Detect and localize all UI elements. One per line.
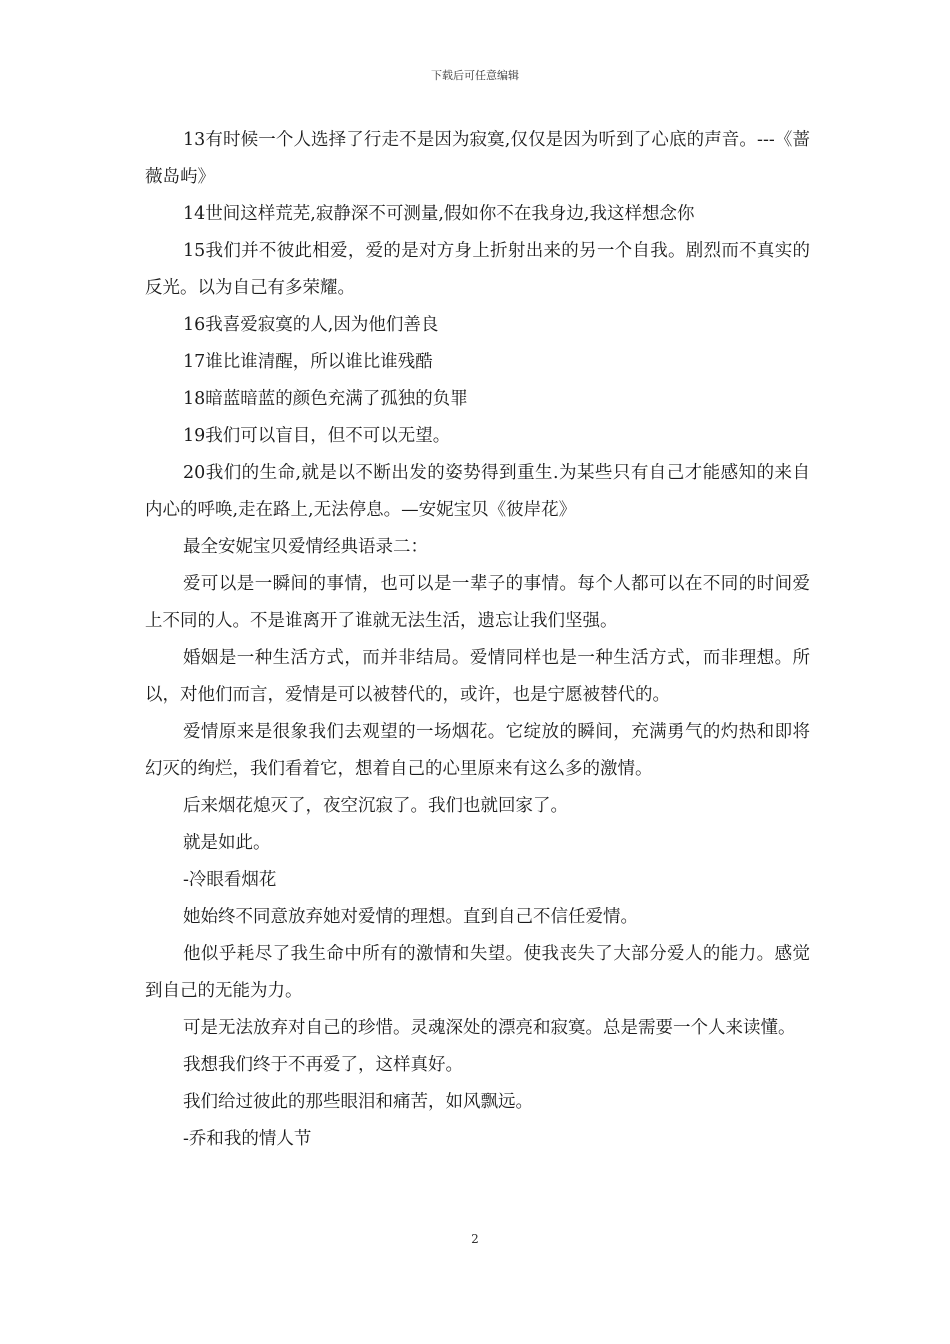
document-body [145,122,810,1158]
paragraph: 14世间这样荒芜,寂静深不可测量,假如你不在我身边,我这样想念你 [183,204,695,224]
paragraph: 就是如此。 [183,833,271,853]
paragraph: 20我们的生命,就是以不断出发的姿势得到重生.为某些只有自己才能感知的来自内心的呼唤,走在路上,无法停息。—安妮宝贝《彼岸花》 [145,463,810,520]
paragraph: 19我们可以盲目，但不可以无望。 [183,426,451,446]
paragraph: 18暗蓝暗蓝的颜色充满了孤独的负罪 [183,389,468,409]
paragraph: 爱可以是一瞬间的事情，也可以是一辈子的事情。每个人都可以在不同的时间爱上不同的人。不是谁离开了谁就无法生活，遗忘让我们坚强。 [145,574,810,631]
source-line: -冷眼看烟花 [183,870,277,890]
paragraph: 爱情原来是很象我们去观望的一场烟花。它绽放的瞬间，充满勇气的灼热和即将幻灭的绚烂，我们看着它，想着自己的心里原来有这么多的激情。 [145,722,810,779]
paragraph: 我想我们终于不再爱了，这样真好。 [183,1055,463,1075]
paragraph: 17谁比谁清醒，所以谁比谁残酷 [183,352,433,372]
paragraph: 可是无法放弃对自己的珍惜。灵魂深处的漂亮和寂寞。总是需要一个人来读懂。 [183,1018,796,1038]
page-header: 下载后可任意编辑 [431,69,519,82]
page-number: 2 [471,1232,479,1246]
paragraph: 我们给过彼此的那些眼泪和痛苦，如风飘远。 [183,1092,533,1112]
source-line: -乔和我的情人节 [183,1129,312,1149]
paragraph: 13有时候一个人选择了行走不是因为寂寞,仅仅是因为听到了心底的声音。---《蔷薇岛屿》 [145,130,810,187]
paragraph: 后来烟花熄灭了，夜空沉寂了。我们也就回家了。 [183,796,568,816]
paragraph: 15我们并不彼此相爱，爱的是对方身上折射出来的另一个自我。剧烈而不真实的反光。以为自己有多荣耀。 [145,241,810,298]
paragraph: 她始终不同意放弃她对爱情的理想。直到自己不信任爱情。 [183,907,638,927]
paragraph: 16我喜爱寂寞的人,因为他们善良 [183,315,439,335]
section-heading: 最全安妮宝贝爱情经典语录二： [183,537,428,557]
paragraph: 婚姻是一种生活方式，而并非结局。爱情同样也是一种生活方式，而非理想。所以，对他们而言，爱情是可以被替代的，或许，也是宁愿被替代的。 [145,648,810,705]
paragraph: 他似乎耗尽了我生命中所有的激情和失望。使我丧失了大部分爱人的能力。感觉到自己的无能为力。 [145,944,810,1001]
